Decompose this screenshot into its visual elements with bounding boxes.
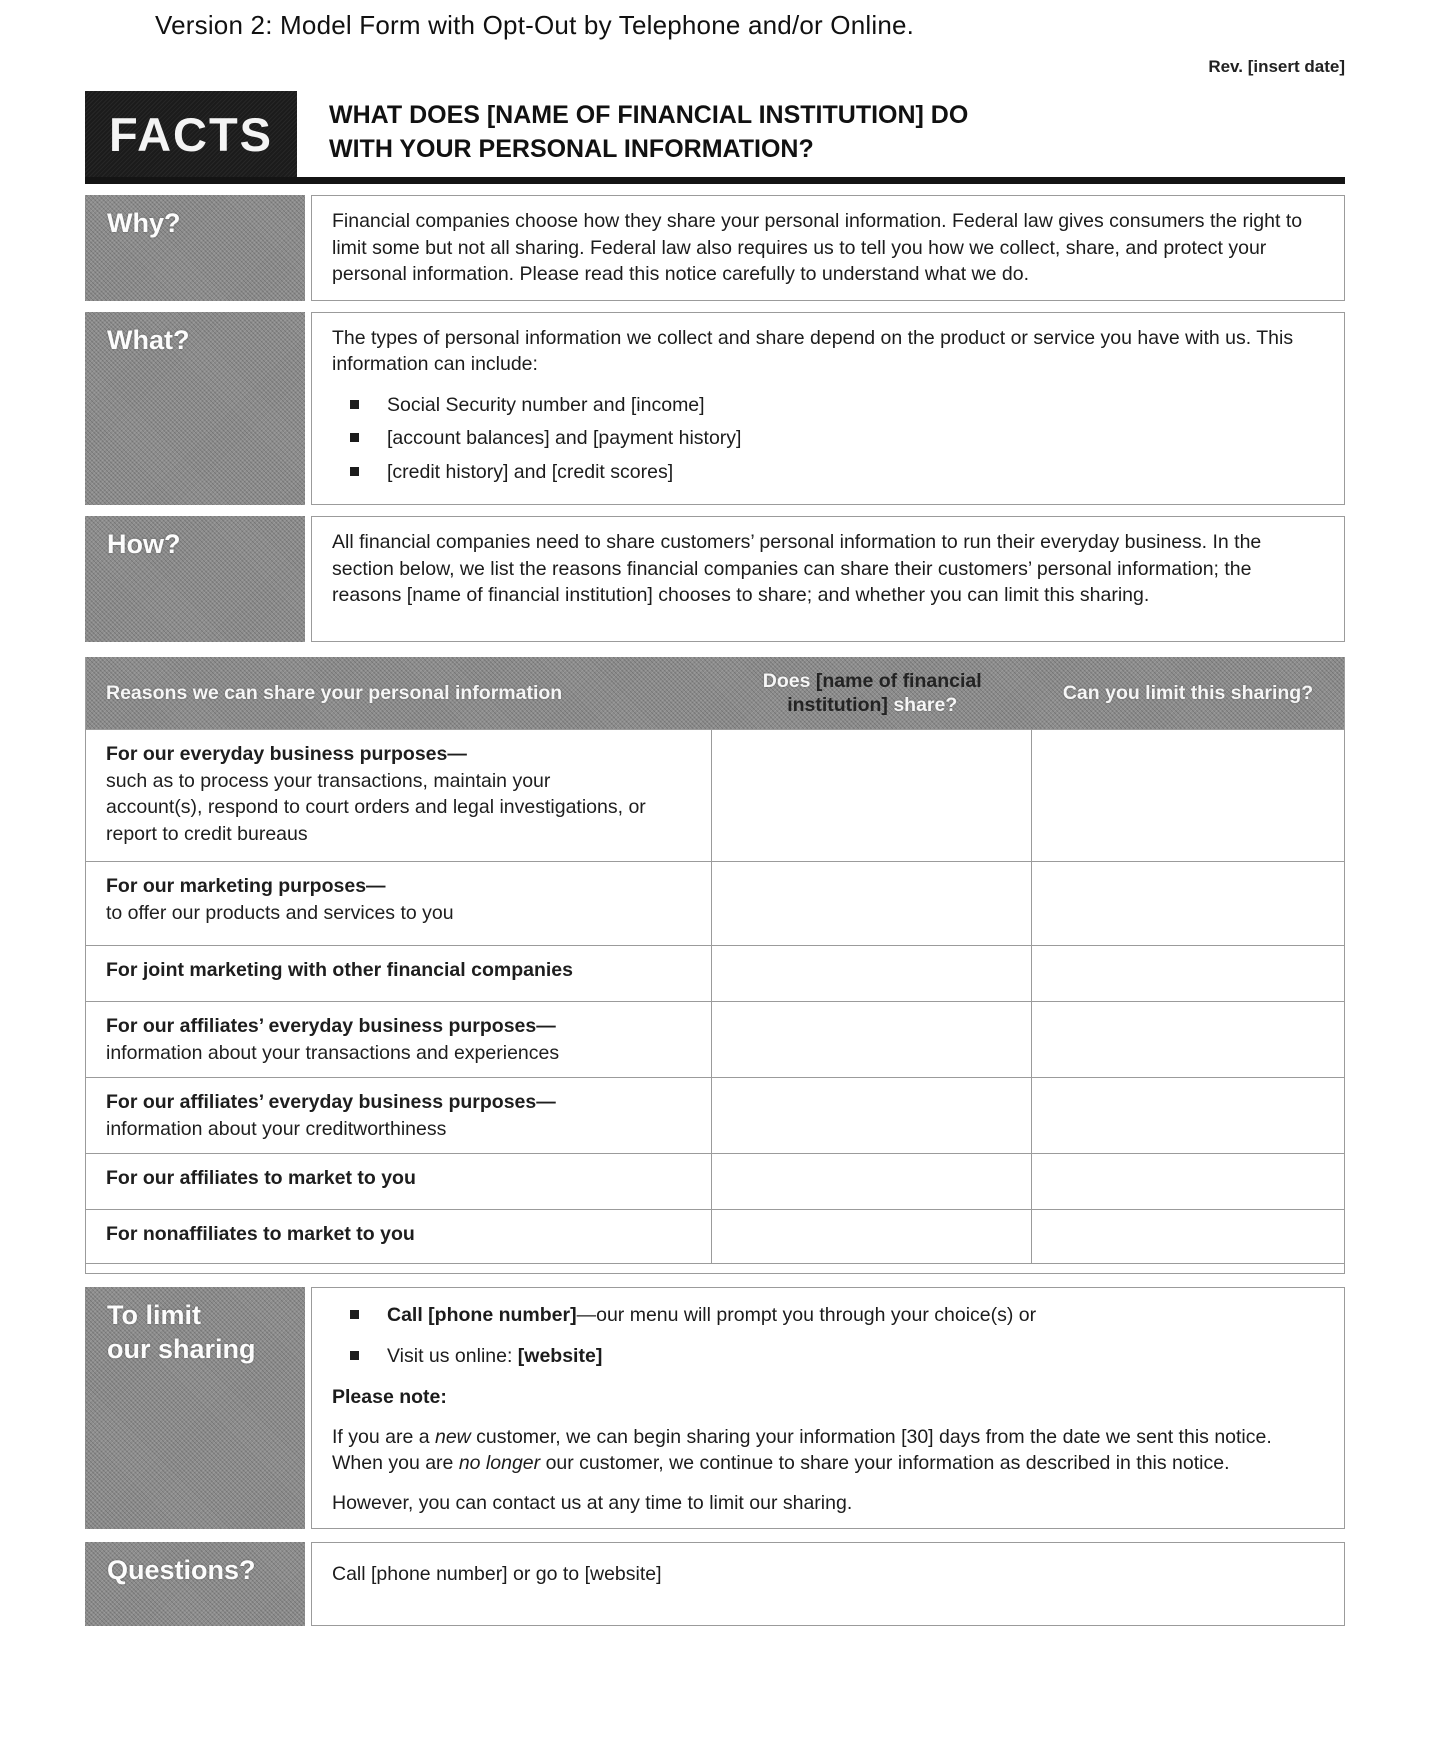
share-cell (712, 1210, 1032, 1263)
share-cell (712, 862, 1032, 945)
section-what-label: What? (85, 312, 305, 506)
to-limit-label-line1: To limit (107, 1300, 201, 1331)
sharing-table-header (86, 657, 1344, 729)
row-title: For our affiliates to market to you (106, 1167, 416, 1190)
reason-cell (86, 730, 712, 861)
facts-header-band (85, 91, 1345, 184)
what-bullet-list (332, 392, 1322, 486)
limit-column-header: Can you limit this sharing? (1062, 681, 1314, 704)
share-cell (712, 1078, 1032, 1153)
table-row (86, 1209, 1344, 1263)
bullet-square-icon (350, 433, 359, 442)
section-to-limit-label (85, 1287, 305, 1529)
does-share-column-header (712, 661, 1032, 726)
section-what (85, 312, 1345, 506)
share-cell (712, 1154, 1032, 1209)
reason-cell (86, 1078, 712, 1153)
facts-heading-line1: WHAT DOES [NAME OF FINANCIAL INSTITUTION] DO (329, 100, 969, 129)
section-how-content (311, 516, 1345, 642)
institution-placeholder: [name of financial institution] (787, 669, 982, 717)
facts-logo: FACTS (85, 91, 297, 177)
table-row (86, 1153, 1344, 1209)
limit-cell (1032, 1154, 1344, 1209)
para1-italic-no-longer: no longer (458, 1452, 541, 1475)
visit-online-prefix: Visit us online: (387, 1344, 518, 1367)
please-note-label: Please note: (332, 1386, 447, 1409)
to-limit-bullet-list (332, 1302, 1322, 1369)
limit-cell (1032, 1002, 1344, 1077)
revision-date: Rev. [insert date] (1208, 57, 1345, 76)
row-desc: such as to process your transactions, maintain your account(s), respond to court orders and legal investigations, or report to credit bureaus (106, 769, 646, 845)
share-cell (712, 1002, 1032, 1077)
table-row (86, 1077, 1344, 1153)
row-title: For our marketing purposes— (106, 875, 386, 898)
questions-body: Call [phone number] or go to [website] (332, 1563, 662, 1586)
section-why-content (311, 195, 1345, 301)
section-why (85, 195, 1345, 301)
table-footer-strip (86, 1263, 1344, 1273)
what-bullet-3: [credit history] and [credit scores] (387, 460, 674, 483)
what-bullet-1: Social Security number and [income] (387, 393, 705, 416)
list-item (350, 425, 1322, 452)
reason-cell (86, 1154, 712, 1209)
row-desc: information about your transactions and experiences (106, 1041, 560, 1064)
para1-part-b: customer, we can begin sharing your information [30] days from the date we sent this notice. When you are (332, 1425, 1272, 1475)
to-limit-bullet-1 (387, 1302, 1036, 1329)
facts-heading-line2: WITH YOUR PERSONAL INFORMATION? (329, 135, 814, 163)
section-how-label: How? (85, 516, 305, 642)
limit-cell (1032, 730, 1344, 861)
limit-cell (1032, 1210, 1344, 1263)
reason-cell (86, 862, 712, 945)
list-item (350, 1343, 1322, 1370)
section-questions-label: Questions? (85, 1542, 305, 1626)
row-title: For our affiliates’ everyday business purposes— (106, 1091, 556, 1114)
section-questions-content (311, 1542, 1345, 1626)
section-why-label: Why? (85, 195, 305, 301)
section-to-limit-content (311, 1287, 1345, 1529)
limit-cell (1032, 946, 1344, 1001)
sharing-table (85, 657, 1345, 1274)
to-limit-bullet-2 (387, 1343, 602, 1370)
section-why-body: Financial companies choose how they share your personal information. Federal law gives consumers the right to limit some but not all sharing. Federal law also requires us to tell you how we collect, share, and protect your personal information. Please read this notice carefully to understand what we do. (332, 210, 1303, 286)
section-how-body: All financial companies need to share customers’ personal information to run their everyday business. In the section below, we list the reasons financial companies can share their customers’ personal information; the reasons [name of financial institution] chooses to share; and whether you can limit this sharing. (332, 531, 1262, 607)
para1-part-c: our customer, we continue to share your information as described in this notice. (540, 1452, 1230, 1475)
para1-part-a: If you are a (332, 1425, 435, 1448)
row-desc: to offer our products and services to you (106, 901, 454, 924)
table-row (86, 1001, 1344, 1077)
bullet-square-icon (350, 400, 359, 409)
reasons-column-header: Reasons we can share your personal information (106, 681, 563, 704)
website-bold: [website] (517, 1344, 603, 1367)
row-title: For joint marketing with other financial companies (106, 959, 573, 982)
list-item (350, 392, 1322, 419)
row-desc: information about your creditworthiness (106, 1117, 447, 1140)
call-phone-bold: Call [phone number] (387, 1304, 577, 1327)
call-phone-rest: —our menu will prompt you through your choice(s) or (576, 1304, 1037, 1327)
bullet-square-icon (350, 467, 359, 476)
limit-cell (1032, 1078, 1344, 1153)
list-item (350, 459, 1322, 486)
section-what-intro: The types of personal information we collect and share depend on the product or service you have with us. This information can include: (332, 326, 1294, 376)
model-form-page (85, 0, 1345, 1626)
facts-heading (297, 91, 968, 177)
share-cell (712, 946, 1032, 1001)
row-title: For nonaffiliates to market to you (106, 1223, 415, 1246)
reason-cell (86, 946, 712, 1001)
table-row (86, 729, 1344, 861)
table-row (86, 945, 1344, 1001)
section-what-content (311, 312, 1345, 506)
limit-cell (1032, 862, 1344, 945)
section-how (85, 516, 1345, 642)
list-item (350, 1302, 1322, 1329)
to-limit-paragraph-1 (332, 1424, 1322, 1477)
does-share-prefix: Does (762, 669, 816, 692)
page-title: Version 2: Model Form with Opt-Out by Telephone and/or Online. (155, 10, 915, 40)
to-limit-paragraph-2: However, you can contact us at any time to limit our sharing. (332, 1491, 853, 1514)
table-row (86, 861, 1344, 945)
to-limit-label-line2: our sharing (107, 1333, 256, 1364)
does-share-suffix: share? (887, 694, 958, 717)
row-title: For our affiliates’ everyday business purposes— (106, 1015, 556, 1038)
section-to-limit (85, 1287, 1345, 1529)
row-title: For our everyday business purposes— (106, 743, 467, 766)
reason-cell (86, 1210, 712, 1263)
bullet-square-icon (350, 1310, 359, 1319)
bullet-square-icon (350, 1351, 359, 1360)
para1-italic-new: new (434, 1425, 471, 1448)
reason-cell (86, 1002, 712, 1077)
what-bullet-2: [account balances] and [payment history] (387, 427, 742, 450)
section-questions (85, 1542, 1345, 1626)
share-cell (712, 730, 1032, 861)
